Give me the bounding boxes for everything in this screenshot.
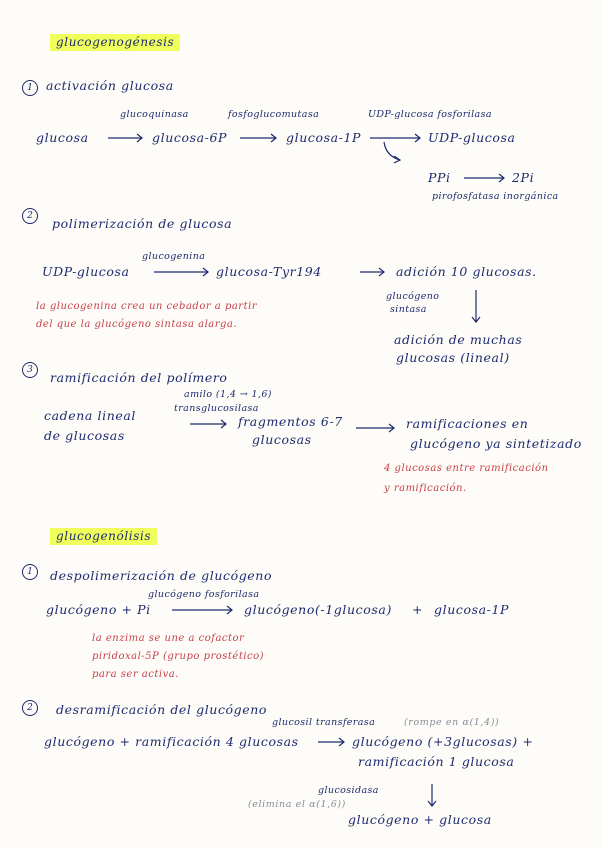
metabolite: fragmentos 6-7	[238, 414, 343, 429]
step-number: 3	[22, 362, 38, 378]
step-number: 1	[22, 564, 38, 580]
metabolite: UDP-glucosa	[42, 264, 130, 279]
step-title: polimerización de glucosa	[52, 216, 233, 231]
enzyme-note: (elimina el α(1,6))	[248, 799, 346, 810]
enzyme-label: UDP-glucosa fosforilasa	[368, 109, 492, 120]
metabolite: UDP-glucosa	[428, 130, 516, 145]
metabolite: glucógeno + Pi	[46, 602, 151, 617]
enzyme-label: transglucosilasa	[174, 403, 259, 414]
metabolite: glucosa-6P	[152, 130, 228, 145]
metabolite: glucosas	[252, 432, 312, 447]
enzyme-label: glucosil transferasa	[272, 717, 376, 728]
metabolite: glucógeno(-1glucosa)	[244, 602, 392, 617]
metabolite: ramificaciones en	[406, 416, 529, 431]
metabolite: 2Pi	[512, 170, 535, 185]
metabolite: glucógeno (+3glucosas) +	[352, 734, 534, 749]
enzyme-label: glucosidasa	[318, 785, 379, 796]
annotation-note: del que la glucógeno sintasa alarga.	[36, 319, 238, 330]
metabolite: ramificación 1 glucosa	[358, 754, 515, 769]
enzyme-label: amilo (1,4 → 1,6)	[184, 389, 272, 400]
enzyme-label: fosfoglucomutasa	[228, 109, 320, 120]
metabolite: glucosa	[36, 130, 89, 145]
step-title: activación glucosa	[46, 78, 174, 93]
enzyme-label: sintasa	[390, 304, 427, 315]
enzyme-note: (rompe en α(1,4))	[404, 717, 500, 728]
metabolite: adición 10 glucosas.	[396, 264, 537, 279]
metabolite: glucosa-1P	[434, 602, 510, 617]
heading-glucogenogenesis: glucogenogénesis	[50, 34, 180, 51]
annotation-note: piridoxal-5P (grupo prostético)	[92, 651, 265, 662]
enzyme-label: glucoquinasa	[120, 109, 189, 120]
plus-sign: +	[412, 602, 424, 617]
metabolite: glucógeno + ramificación 4 glucosas	[44, 734, 299, 749]
annotation-note: para ser activa.	[92, 669, 179, 680]
step-number: 2	[22, 700, 38, 716]
metabolite: glucógeno + glucosa	[348, 812, 492, 827]
metabolite: glucosas (lineal)	[396, 350, 510, 365]
metabolite: PPi	[428, 170, 451, 185]
step-number: 2	[22, 208, 38, 224]
metabolite: glucosa-Tyr194	[216, 264, 322, 279]
enzyme-label: glucógeno	[386, 291, 440, 302]
metabolite: glucosa-1P	[286, 130, 362, 145]
step-number: 1	[22, 80, 38, 96]
annotation-note: la glucogenina crea un cebador a partir	[36, 301, 258, 312]
step-title: desramificación del glucógeno	[56, 702, 268, 717]
metabolite: glucógeno ya sintetizado	[410, 436, 582, 451]
annotation-note: la enzima se une a cofactor	[92, 633, 245, 644]
enzyme-label: glucogenina	[142, 251, 206, 262]
metabolite: de glucosas	[44, 428, 125, 443]
metabolite: adición de muchas	[394, 332, 523, 347]
annotation-note: y ramificación.	[384, 483, 467, 494]
enzyme-label: pirofosfatasa inorgánica	[432, 191, 559, 202]
step-title: despolimerización de glucógeno	[50, 568, 273, 583]
enzyme-label: glucógeno fosforilasa	[148, 589, 260, 600]
heading-glucogenolisis: glucogenólisis	[50, 528, 157, 545]
step-title: ramificación del polímero	[50, 370, 228, 385]
metabolite: cadena lineal	[44, 408, 137, 423]
annotation-note: 4 glucosas entre ramificación	[384, 463, 549, 474]
